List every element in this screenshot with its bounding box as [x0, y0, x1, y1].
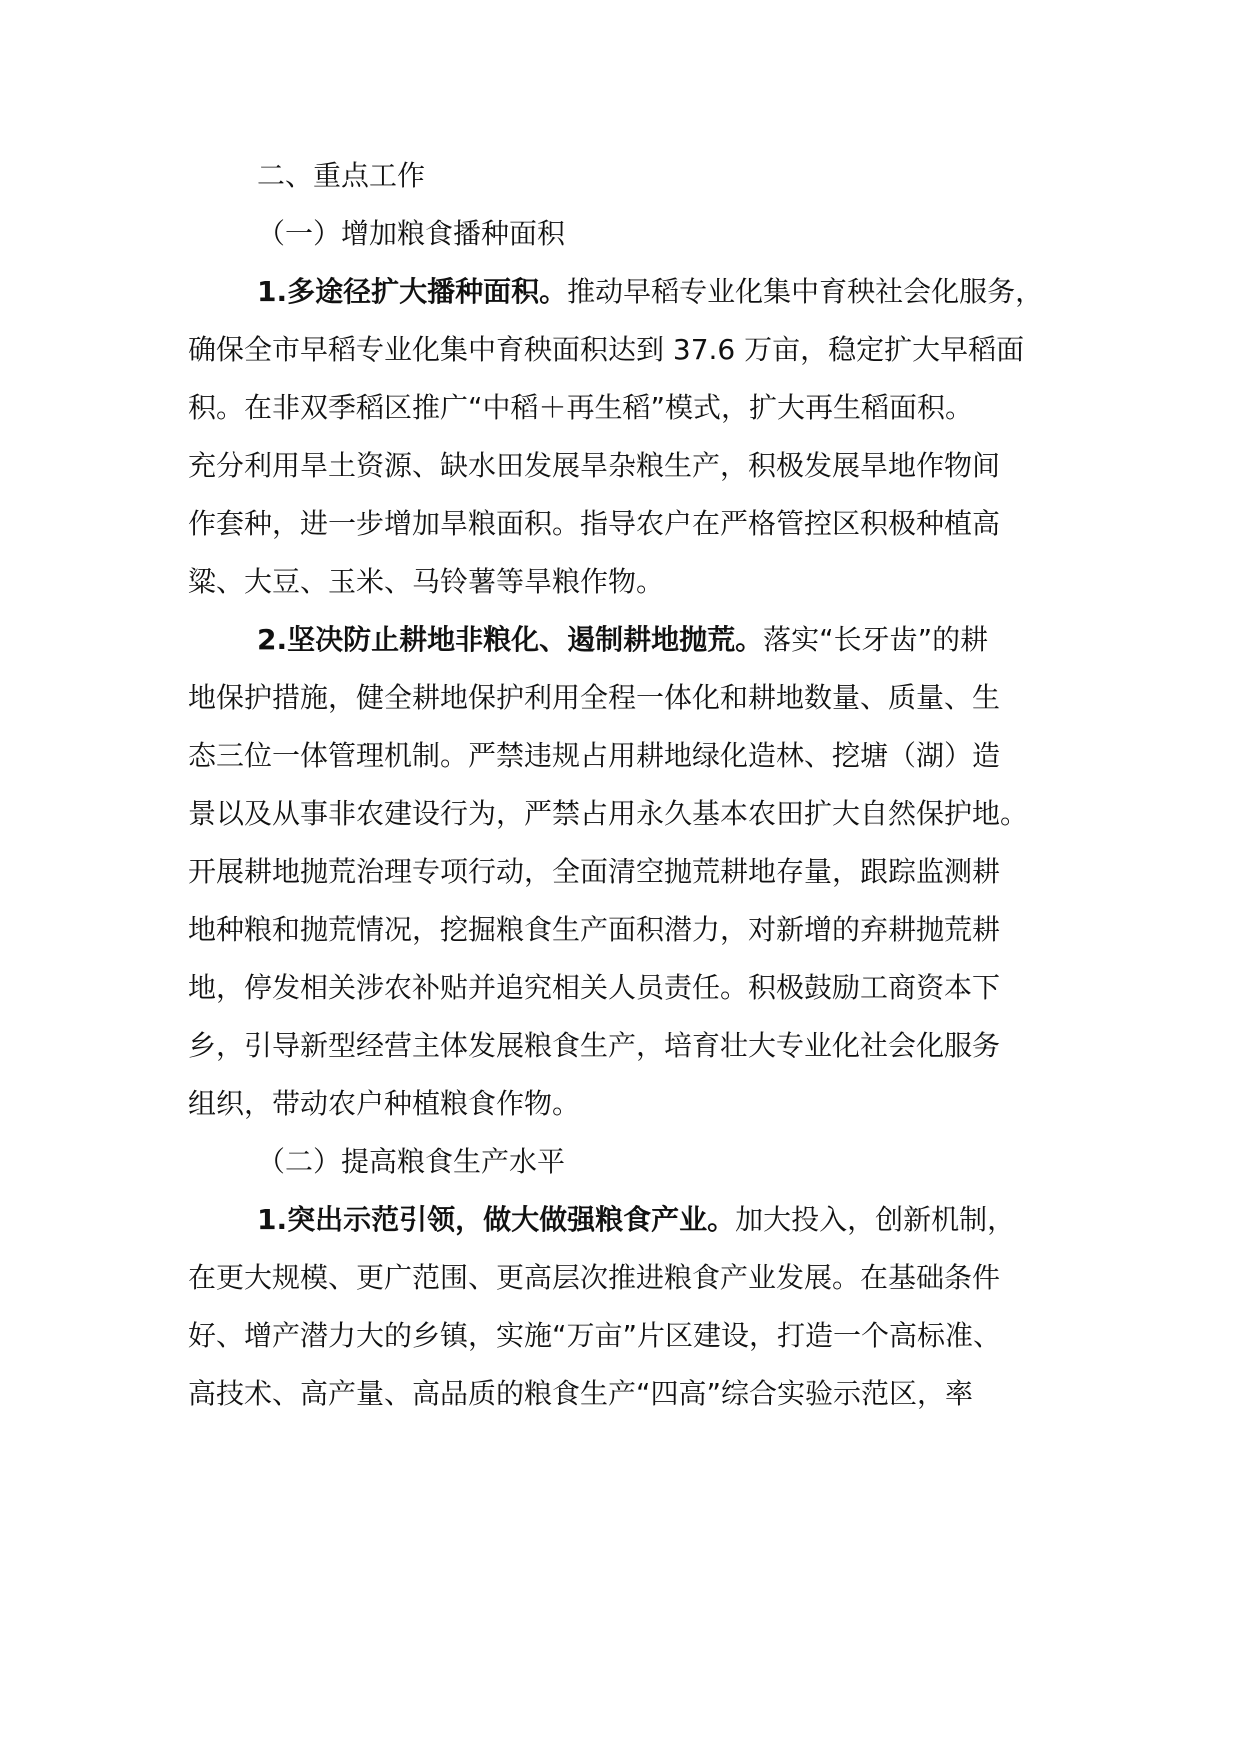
paragraph-line: 充分利用旱土资源、缺水田发展旱杂粮生产，积极发展旱地作物间: [188, 449, 1001, 482]
subsection-heading-2: （二）提高粮食生产水平: [257, 1145, 566, 1178]
paragraph-line: 地，停发相关涉农补贴并追究相关人员责任。积极鼓励工商资本下: [188, 971, 1001, 1004]
paragraph-line: 好、增产潜力大的乡镇，实施“万亩”片区建设，打造一个高标准、: [188, 1319, 1002, 1352]
paragraph-line: 地种粮和抛荒情况，挖掘粮食生产面积潜力，对新增的弃耕抛荒耕: [188, 913, 1001, 946]
paragraph-first-line: [257, 620, 1240, 660]
paragraph-line: 积。在非双季稻区推广“中稻＋再生稻”模式，扩大再生稻面积。: [188, 391, 974, 424]
paragraph-line: 粱、大豆、玉米、马铃薯等旱粮作物。: [188, 565, 665, 598]
paragraph-text: 落实“长牙齿”的耕: [763, 623, 989, 656]
paragraph-text: 加大投入，创新机制，: [735, 1203, 1016, 1236]
paragraph-line: 态三位一体管理机制。严禁违规占用耕地绿化造林、挖塘（湖）造: [188, 739, 1001, 772]
paragraph-line: 地保护措施，健全耕地保护利用全程一体化和耕地数量、质量、生: [188, 681, 1001, 714]
paragraph-text: 推动早稻专业化集中育秧社会化服务，: [567, 275, 1044, 308]
paragraph-line: 组织，带动农户种植粮食作物。: [188, 1087, 581, 1120]
paragraph-bold-lead: 1.突出示范引领，做大做强粮食产业。: [257, 1203, 736, 1236]
paragraph-bold-lead: 2.坚决防止耕地非粮化、遏制耕地抛荒。: [257, 623, 764, 656]
paragraph-line: 作套种，进一步增加旱粮面积。指导农户在严格管控区积极种植高: [188, 507, 1001, 540]
paragraph-bold-lead: 1.多途径扩大播种面积。: [257, 275, 568, 308]
paragraph-first-line: [257, 272, 1240, 312]
paragraph-line: 在更大规模、更广范围、更高层次推进粮食产业发展。在基础条件: [188, 1261, 1001, 1294]
paragraph-line: 开展耕地抛荒治理专项行动，全面清空抛荒耕地存量，跟踪监测耕: [188, 855, 1001, 888]
paragraph-line: 景以及从事非农建设行为，严禁占用永久基本农田扩大自然保护地。: [188, 797, 1029, 830]
paragraph-line: 乡，引导新型经营主体发展粮食生产，培育壮大专业化社会化服务: [188, 1029, 1001, 1062]
subsection-heading-1: （一）增加粮食播种面积: [257, 217, 566, 250]
paragraph-line: 确保全市早稻专业化集中育秧面积达到 37.6 万亩，稳定扩大早稻面: [188, 333, 1025, 366]
paragraph-line: 高技术、高产量、高品质的粮食生产“四高”综合实验示范区，率: [188, 1377, 974, 1410]
paragraph-first-line: [257, 1200, 1240, 1240]
section-heading: 二、重点工作: [257, 159, 426, 192]
